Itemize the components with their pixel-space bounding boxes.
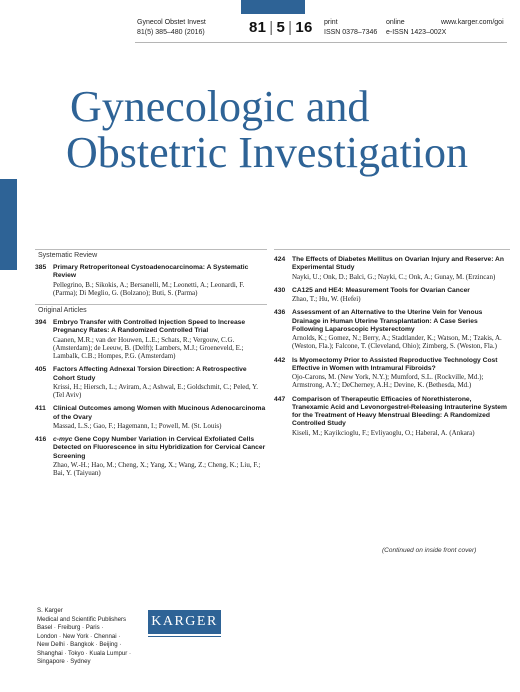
entry-title: Is Myomectomy Prior to Assisted Reproductive Technology Cost Effective in Women with Intramural Fibroids?: [292, 356, 498, 372]
side-accent-bar: [0, 179, 17, 270]
entry-title: Factors Affecting Adnexal Torsion Direction: A Retrospective Cohort Study: [53, 366, 247, 382]
toc-entry[interactable]: [274, 396, 510, 437]
entry-authors: Caanen, M.R.; van der Houwen, L.E.; Schats, R.; Vergouw, C.G. (Amsterdam); de Leeuw, B. (Delft); Lambers, M.J.; Groeneveld, E.; Lambalk, C.B.; Hompes, P.G. (Amsterdam): [53, 335, 244, 360]
publisher-info: [37, 607, 131, 667]
title-line-1: Gynecologic and: [70, 82, 370, 131]
entry-title: The Effects of Diabetes Mellitus on Ovarian Injury and Reserve: An Experimental Study: [292, 256, 504, 272]
entry-page: 394: [35, 319, 47, 326]
entry-title: Clinical Outcomes among Women with Mucinous Adenocarcinoma of the Ovary: [53, 405, 266, 421]
logo-underline: [148, 636, 221, 637]
karger-logo: KARGER: [148, 610, 221, 634]
entry-page: 405: [35, 366, 47, 374]
header-divider: [135, 42, 507, 43]
year-number: 16: [295, 19, 313, 36]
publisher-line: Shanghai · Tokyo · Kuala Lumpur ·: [37, 649, 132, 657]
toc-right-column: [274, 249, 510, 443]
publisher-line: Singapore · Sydney: [37, 658, 91, 665]
entry-title: Comparison of Therapeutic Efficacies of Norethisterone, Tranexamic Acid and Levonorgestrel-Releasing Intrauterine System for the Treatment of Heavy Menstrual Bleeding: A Randomized Controlled Study: [292, 395, 507, 428]
entry-page: 442: [274, 356, 286, 364]
journal-title: [66, 82, 515, 177]
entry-page: 424: [274, 256, 286, 263]
journal-abbrev: Gynecol Obstet Invest: [137, 19, 206, 26]
journal-citation: [137, 18, 206, 38]
print-label: print: [324, 19, 338, 26]
volume-issue-year: 81 | 5 | 16: [249, 19, 313, 36]
entry-page: 447: [274, 395, 286, 403]
toc-entry[interactable]: [274, 256, 510, 281]
publisher-line: London · New York · Chennai ·: [37, 632, 121, 640]
print-issn-block: [324, 18, 377, 38]
entry-authors: Arnolds, K.; Gomez, N.; Berry, A.; Stadtlander, K.; Watson, M.; Tzakis, A. (Weston, Fla.); Falcone, T. (Cleveland, Ohio); Zimberg, S. (Weston, Fla.): [292, 334, 502, 351]
cover-top-tab: [241, 0, 305, 14]
entry-authors: Kiseli, M.; Kayikcioglu, F.; Evliyaoglu, O.; Haberal, A. (Ankara): [292, 428, 475, 437]
toc-entry[interactable]: [35, 366, 267, 399]
continued-note: (Continued on inside front cover): [382, 547, 477, 554]
entry-title: CA125 and HE4: Measurement Tools for Ovarian Cancer: [292, 286, 470, 294]
toc-entry[interactable]: [35, 264, 267, 297]
entry-page: 436: [274, 309, 286, 317]
toc-entry[interactable]: [35, 319, 267, 360]
entry-authors: Zhao, W.-H.; Hao, M.; Cheng, X.; Yang, X.; Wang, Z.; Cheng, K.; Liu, F.; Bai, Y. (Taiyuan): [53, 460, 261, 478]
entry-title: [53, 436, 267, 461]
entry-title-rest: Gene Copy Number Variation in Cervical Exfoliated Cells Detected on Fluorescence in situ Hybridization for Cervical Cancer Screening: [53, 436, 266, 460]
entry-title-italic: c-myc: [53, 436, 73, 443]
toc-entry[interactable]: [35, 405, 267, 430]
entry-page: 411: [35, 405, 46, 413]
toc-entry[interactable]: [274, 357, 510, 390]
entry-authors: Pellegrino, B.; Sikokis, A.; Bersanelli, M.; Leonetti, A.; Leonardi, F. (Parma); Di Meglio, G. (Bolzano); Buti, S. (Parma): [53, 280, 245, 297]
online-label: online: [386, 19, 405, 26]
entry-authors: Nayki, U.; Onk, D.; Balci, G.; Nayki, C.; Onk, A.; Gunay, M. (Erzincan): [292, 272, 496, 281]
entry-page: 416: [35, 436, 47, 443]
toc-entry[interactable]: [35, 436, 267, 477]
entry-authors: Ojo-Carons, M. (New York, N.Y.); Mumford, S.L. (Rockville, Md.); Armstrong, A.Y.; DeCherney, A.H.; Devine, K. (Bethesda, Md.): [292, 373, 484, 390]
entry-title: Embryo Transfer with Controlled Injection Speed to Increase Pregnancy Rates: A Randomized Controlled Trial: [53, 319, 246, 335]
entry-title: Assessment of an Alternative to the Uterine Vein for Venous Drainage in Human Uterine Transplantation: A Case Series Following Laparoscopic Hysterectomy: [292, 309, 483, 333]
title-line-2: Obstetric Investigation: [66, 128, 469, 177]
journal-url[interactable]: www.karger.com/goi: [441, 19, 504, 26]
toc-entry[interactable]: [274, 287, 510, 304]
entry-page: 385: [35, 264, 47, 271]
online-issn-block: [386, 18, 446, 38]
toc-left-column: [35, 249, 267, 483]
entry-page: 430: [274, 286, 286, 294]
entry-authors: Krissi, H.; Hiersch, L.; Aviram, A.; Ashwal, E.; Goldschmit, C.; Peled, Y. (Tel Aviv): [53, 382, 258, 399]
toc-entry[interactable]: [274, 309, 510, 350]
entry-authors: Zhao, T.; Hu, W. (Hefei): [292, 295, 361, 304]
issue-number: 5: [276, 19, 286, 36]
volume-line: 81(5) 385–480 (2016): [137, 29, 205, 36]
publisher-line: New Delhi · Bangkok · Beijing ·: [37, 641, 122, 648]
publisher-line: Medical and Scientific Publishers: [37, 615, 127, 623]
section-header-systematic-review: Systematic Review: [35, 249, 267, 262]
volume-number: 81: [249, 19, 267, 36]
section-header-original-articles: Original Articles: [35, 304, 267, 317]
print-issn: ISSN 0378–7346: [324, 29, 378, 36]
publisher-line: S. Karger: [37, 607, 63, 614]
online-issn: e-ISSN 1423–002X: [386, 29, 447, 36]
entry-authors: Massad, L.S.; Gao, F.; Hagemann, I.; Powell, M. (St. Louis): [53, 421, 222, 430]
publisher-line: Basel · Freiburg · Paris ·: [37, 624, 104, 631]
entry-title: Primary Retroperitoneal Cystoadenocarcinoma: A Systematic Review: [53, 264, 249, 280]
